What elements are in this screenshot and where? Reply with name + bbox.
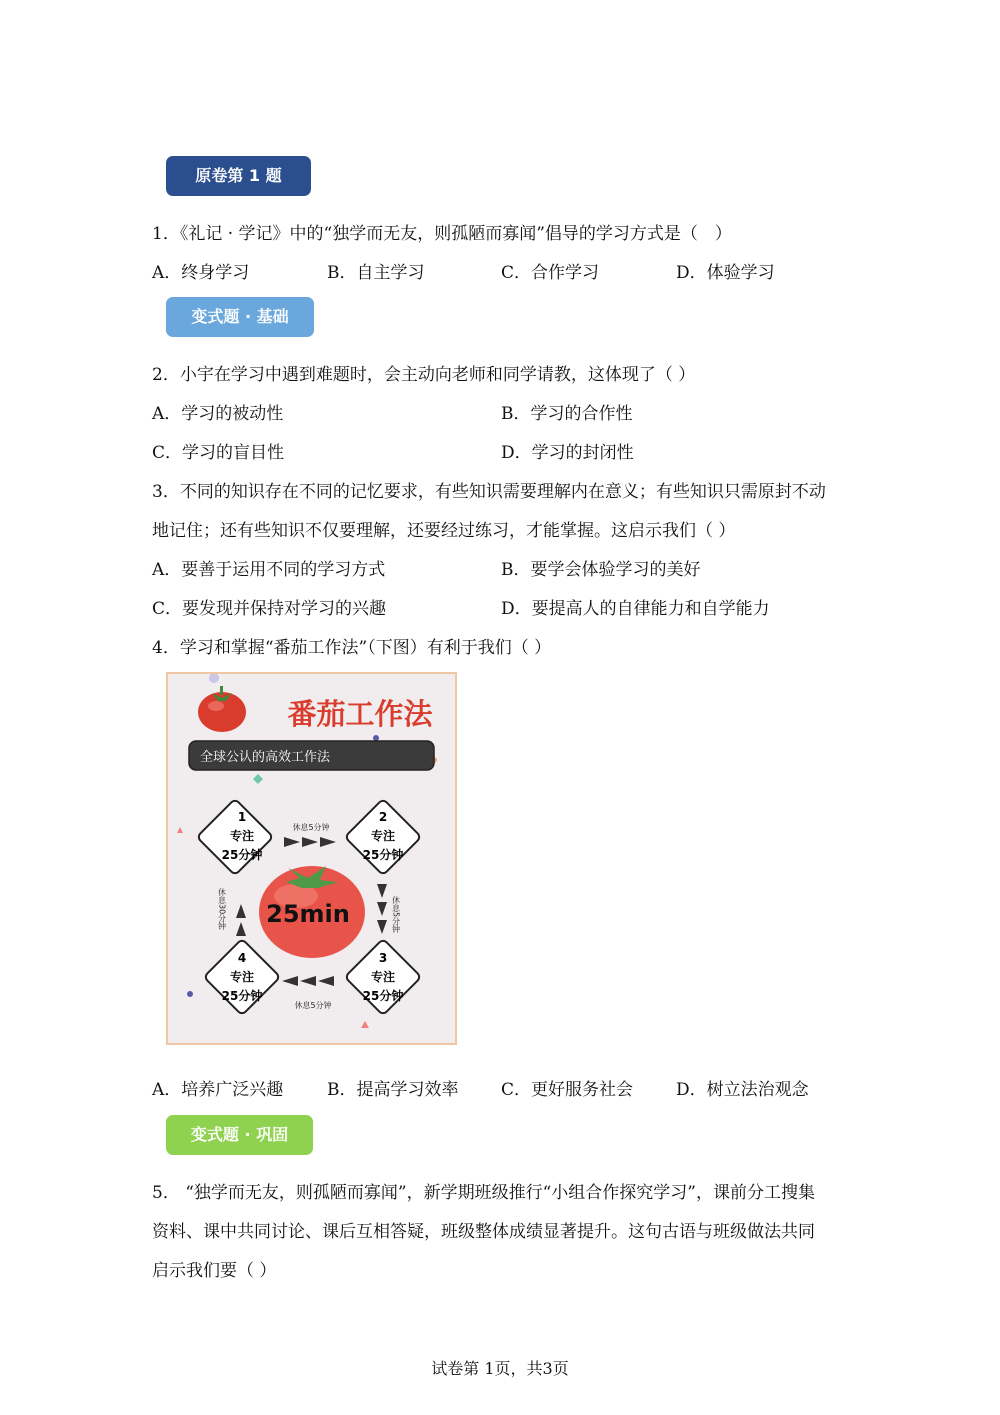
q3-option-b[interactable]: B．要学会体验学习的美好 (501, 560, 701, 580)
variant-consolidate-tag: 变式题 · 巩固 (166, 1115, 313, 1155)
figure-title: 番茄工作法 (287, 697, 433, 731)
arrow-up-icon (236, 904, 246, 936)
question-1-stem: 1．《礼记 · 学记》中的“独学而无友，则孤陋而寡闻”倡导的学习方式是（ ） (152, 224, 732, 244)
q3-option-c[interactable]: C．要发现并保持对学习的兴趣 (152, 599, 387, 619)
q2-option-d[interactable]: D．学习的封闭性 (501, 443, 634, 463)
rest-top-label: 休息5分钟 (292, 823, 330, 832)
step-2-number: 2 (378, 810, 388, 824)
tomato-logo-icon (198, 686, 246, 732)
step-4-box (204, 939, 280, 1015)
figure-subtitle: 全球公认的高效工作法 (200, 750, 331, 765)
step-3-box (345, 939, 421, 1015)
q1-option-d[interactable]: D．体验学习 (676, 263, 775, 283)
pomodoro-figure (166, 672, 457, 1045)
rest-bottom-label: 休息5分钟 (294, 1001, 332, 1010)
decor-dot (373, 735, 379, 741)
q2-option-b[interactable]: B．学习的合作性 (501, 404, 633, 424)
step-4-line1: 专注 (229, 970, 255, 984)
step-1-box (197, 799, 273, 875)
q1-option-b[interactable]: B．自主学习 (327, 263, 425, 283)
step-4-line2: 25分钟 (221, 989, 263, 1003)
question-3-stem-line1: 3．不同的知识存在不同的记忆要求，有些知识需要理解内在意义；有些知识只需原封不动 (152, 482, 826, 502)
variant-basic-tag: 变式题 · 基础 (166, 297, 314, 337)
step-2-box (345, 799, 421, 875)
rest-left-label: 休息30分钟 (217, 888, 227, 931)
question-3-stem-line2: 地记住；还有些知识不仅要理解，还要经过练习，才能掌握。这启示我们（ ） (152, 521, 736, 541)
q3-option-d[interactable]: D．要提高人的自律能力和自学能力 (501, 599, 770, 619)
q4-option-a[interactable]: A．培养广泛兴趣 (152, 1080, 284, 1100)
step-1-line2: 25分钟 (221, 848, 263, 862)
q1-option-a[interactable]: A．终身学习 (152, 263, 250, 283)
page-footer: 试卷第 1页，共3页 (431, 1359, 569, 1378)
question-5-stem-line3: 启示我们要（ ） (152, 1261, 277, 1281)
question-5-stem-line2: 资料、课中共同讨论、课后互相答疑，班级整体成绩显著提升。这句古语与班级做法共同 (152, 1222, 815, 1242)
question-4-stem: 4．学习和掌握“番茄工作法”（下图）有利于我们（ ） (152, 638, 552, 658)
q2-option-c[interactable]: C．学习的盲目性 (152, 443, 285, 463)
question-2-stem: 2．小宇在学习中遇到难题时，会主动向老师和同学请教，这体现了（ ） (152, 365, 696, 385)
pomodoro-diagram (168, 674, 455, 1043)
q1-option-c[interactable]: C．合作学习 (501, 263, 600, 283)
decor-triangle (177, 827, 183, 833)
decor-dot (209, 674, 219, 683)
center-label: 25min (266, 900, 350, 928)
step-1-number: 1 (237, 810, 247, 824)
step-4-number: 4 (237, 951, 247, 965)
step-1-line1: 专注 (229, 829, 255, 843)
decor-dot (187, 991, 193, 997)
q2-option-a[interactable]: A．学习的被动性 (152, 404, 284, 424)
q3-option-a[interactable]: A．要善于运用不同的学习方式 (152, 560, 386, 580)
decor-diamond (253, 774, 263, 784)
step-2-line2: 25分钟 (362, 848, 404, 862)
q4-option-d[interactable]: D．树立法治观念 (676, 1080, 809, 1100)
step-3-line2: 25分钟 (362, 989, 404, 1003)
step-3-line1: 专注 (370, 970, 396, 984)
arrow-right-icon (284, 837, 336, 847)
step-2-line1: 专注 (370, 829, 396, 843)
q4-option-c[interactable]: C．更好服务社会 (501, 1080, 634, 1100)
original-question-tag: 原卷第 1 题 (166, 156, 311, 196)
step-3-number: 3 (378, 951, 388, 965)
arrow-down-icon (377, 884, 387, 934)
arrow-left-icon (282, 976, 334, 986)
decor-triangle (361, 1021, 369, 1028)
question-5-stem-line1: 5． “独学而无友，则孤陋而寡闻”，新学期班级推行“小组合作探究学习”，课前分工搜集 (152, 1183, 815, 1203)
rest-right-label: 休息5分钟 (391, 896, 401, 934)
q4-option-b[interactable]: B．提高学习效率 (327, 1080, 459, 1100)
